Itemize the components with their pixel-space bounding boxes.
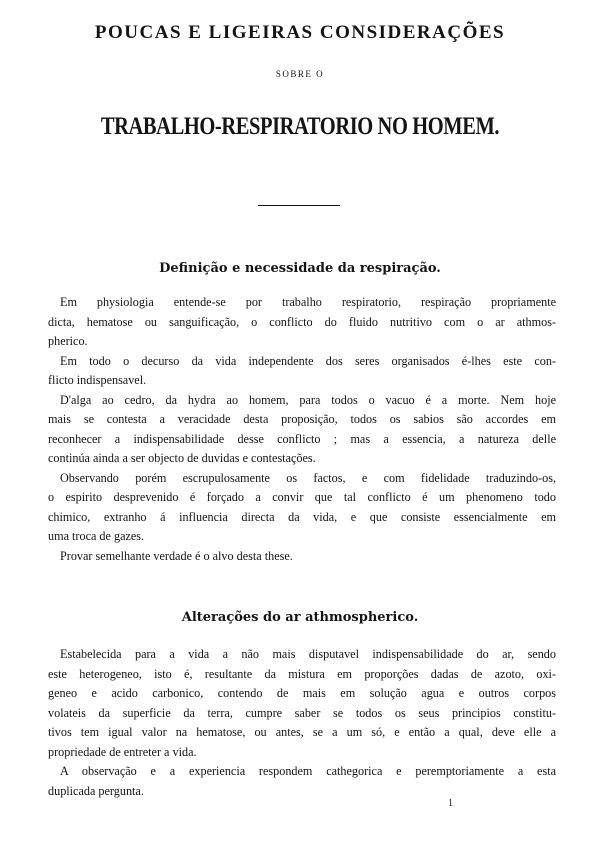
text-line: chimico, extranho á influencia directa da vida, e que consiste essencialmente em xyxy=(48,509,556,524)
text-line: este heterogeneo, isto é, resultante da mistura em proporções dadas de azoto, oxi- xyxy=(48,666,556,681)
text-line: propriedade de entreter a vida. xyxy=(48,744,197,759)
text-line: Estabelecida para a vida a não mais disputavel indispensabilidade do ar, sendo xyxy=(60,647,556,661)
document-subtitle: TRABALHO-RESPIRATORIO NO HOMEM. xyxy=(100,113,500,140)
document-sobre: SOBRE O xyxy=(275,69,325,79)
section-body-1 xyxy=(48,293,556,566)
text-line: pherico. xyxy=(48,334,88,348)
text-line: Observando porém escrupulosamente os factos, e com fidelidade traduzindo-os, xyxy=(60,470,556,485)
text-line: reconhecer a indispensabilidade desse conflicto ; mas a essencia, a natureza delle xyxy=(48,431,556,446)
text-line: o espirito desprevenido é forçado a convir que tal conflicto é um phenomeno todo xyxy=(48,490,556,504)
text-line: duplicada pergunta. xyxy=(48,783,144,798)
text-line: volateis da superficie da terra, cumpre saber se todos os seus principios constitu- xyxy=(48,705,556,720)
text-line: dicta, hematose ou sanguificação, o conflicto do fluido nutritivo com o ar athmos- xyxy=(48,314,556,329)
text-line: A observação e a experiencia respondem cathegorica e peremptoriamente a esta xyxy=(60,764,556,778)
text-line: D'alga ao cedro, da hydra ao homem, para todos o vacuo é a morte. Nem hoje xyxy=(60,392,556,407)
divider-rule xyxy=(258,205,340,206)
text-line: uma troca de gazes. xyxy=(48,529,145,543)
text-line: Em todo o decurso da vida independente dos seres organisados é-lhes este con- xyxy=(60,353,556,368)
section-heading-2: Alterações do ar athmospherico. xyxy=(181,610,419,625)
text-line: continúa ainda a ser objecto de duvidas e contestações. xyxy=(48,451,316,465)
text-line: Em physiologia entende-se por trabalho respiratorio, respiração propriamente xyxy=(60,295,556,309)
text-line: flicto indispensavel. xyxy=(48,373,147,387)
section-heading-1: Definição e necessidade da respiração. xyxy=(159,261,441,276)
text-line: tivos tem igual valor na hematose, ou antes, se a um só, e então a qual, deve elle a xyxy=(48,725,556,739)
text-line: mais se contesta a veracidade desta proposição, todos os sabios são accordes em xyxy=(48,412,556,426)
page-number: 1 xyxy=(448,798,453,809)
document-title: POUCAS E LIGEIRAS CONSIDERAÇÕES xyxy=(94,22,506,43)
text-line: Provar semelhante verdade é o alvo desta these. xyxy=(60,548,293,563)
text-line: geneo e acido carbonico, contendo de mais em solução agua e outros corpos xyxy=(48,686,556,700)
section-body-2 xyxy=(48,645,556,801)
